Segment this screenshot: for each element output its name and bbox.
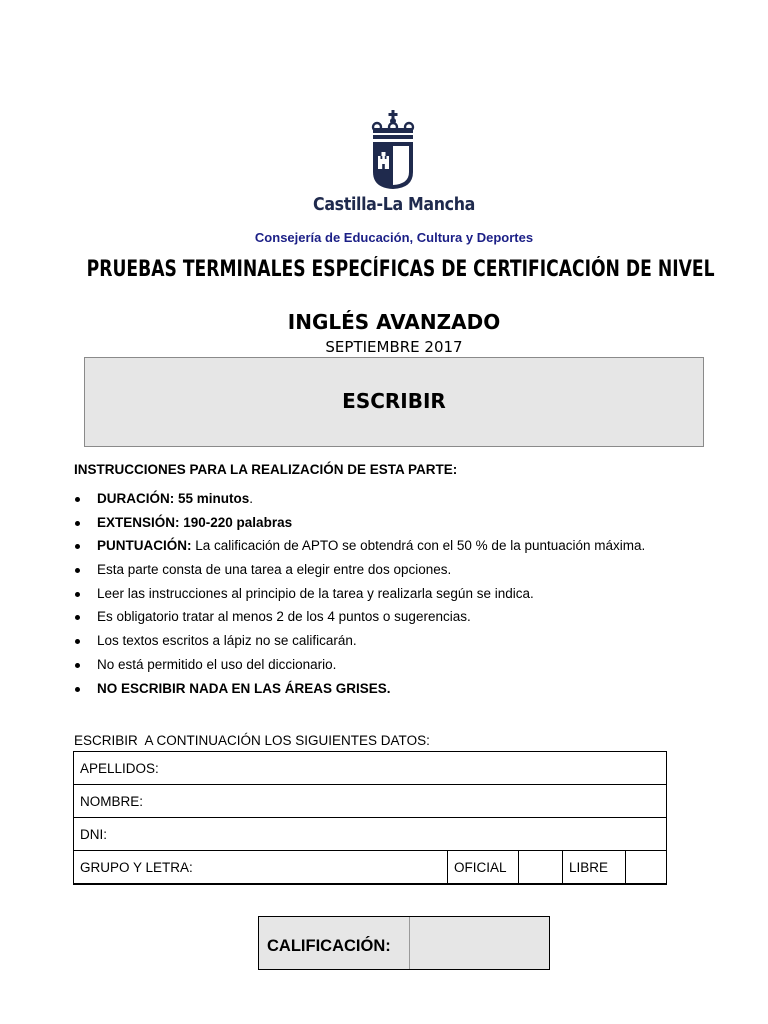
item-bold-text: NO ESCRIBIR NADA EN LAS ÁREAS GRISES. (97, 680, 391, 696)
instructions-heading: INSTRUCCIONES PARA LA REALIZACIÓN DE ESTA PARTE: (74, 462, 458, 477)
list-item (74, 631, 694, 655)
official-label-cell (448, 851, 519, 885)
item-text: La calificación de APTO se obtendrá con el 50 % de la puntuación máxima. (191, 538, 646, 554)
exam-session: SEPTIEMBRE 2017 (325, 338, 463, 356)
table-row (74, 785, 667, 818)
list-item (74, 513, 694, 537)
bullet-icon (75, 568, 80, 573)
name-label: NOMBRE: (80, 793, 144, 809)
list-item (74, 655, 694, 679)
item-text: Es obligatorio tratar al menos 2 de los 4 puntos o sugerencias. (97, 609, 471, 625)
candidate-data-table (73, 751, 667, 885)
free-label-cell (563, 851, 626, 885)
bullet-icon (75, 615, 80, 620)
list-item (74, 679, 694, 703)
item-text: No está permitido el uso del diccionario. (97, 656, 337, 672)
group-field[interactable] (74, 851, 448, 885)
list-item (74, 584, 694, 608)
skill-label: ESCRIBIR (342, 389, 446, 413)
bullet-icon (75, 687, 80, 692)
instructions-list (74, 489, 694, 702)
list-item (74, 560, 694, 584)
skill-box (84, 357, 704, 447)
table-row (74, 752, 667, 785)
table-row (74, 851, 667, 885)
item-text: Leer las instrucciones al principio de la tarea y realizarla según se indica. (97, 585, 534, 601)
list-item (74, 607, 694, 631)
grade-label: CALIFICACIÓN: (267, 937, 391, 955)
surname-field[interactable] (74, 752, 667, 785)
id-field[interactable] (74, 818, 667, 851)
item-bold-text: DURACIÓN: 55 minutos (97, 491, 250, 506)
bullet-icon (75, 663, 80, 668)
castilla-la-mancha-crest-icon (368, 110, 418, 194)
name-field[interactable] (74, 785, 667, 818)
group-label: GRUPO Y LETRA: (80, 859, 193, 875)
surname-label: APELLIDOS: (80, 760, 159, 776)
list-item (74, 489, 694, 513)
grade-divider (409, 917, 410, 969)
official-checkbox[interactable] (519, 851, 563, 885)
data-form-heading: ESCRIBIR A CONTINUACIÓN LOS SIGUIENTES DATOS: (74, 733, 430, 748)
grade-box (258, 916, 550, 970)
page-title: PRUEBAS TERMINALES ESPECÍFICAS DE CERTIFICACIÓN DE NIVEL (86, 257, 715, 282)
bullet-icon (75, 544, 80, 549)
free-checkbox[interactable] (626, 851, 667, 885)
item-text: Los textos escritos a lápiz no se calificarán. (97, 633, 357, 649)
bullet-icon (75, 639, 80, 644)
department-name: Consejería de Educación, Cultura y Deportes (254, 230, 534, 245)
free-label: LIBRE (569, 859, 609, 875)
table-row (74, 818, 667, 851)
region-name: Castilla-La Mancha (313, 194, 475, 215)
item-bold-text: EXTENSIÓN: 190-220 palabras (97, 514, 293, 530)
bullet-icon (75, 592, 80, 597)
official-label: OFICIAL (454, 859, 507, 875)
item-text: . (249, 491, 254, 506)
item-text: Esta parte consta de una tarea a elegir entre dos opciones. (97, 562, 452, 578)
bullet-icon (75, 497, 80, 502)
id-label: DNI: (80, 826, 107, 842)
exam-subject: INGLÉS AVANZADO (287, 310, 501, 334)
list-item (74, 536, 694, 560)
item-bold-text: PUNTUACIÓN: (97, 538, 192, 554)
bullet-icon (75, 521, 80, 526)
